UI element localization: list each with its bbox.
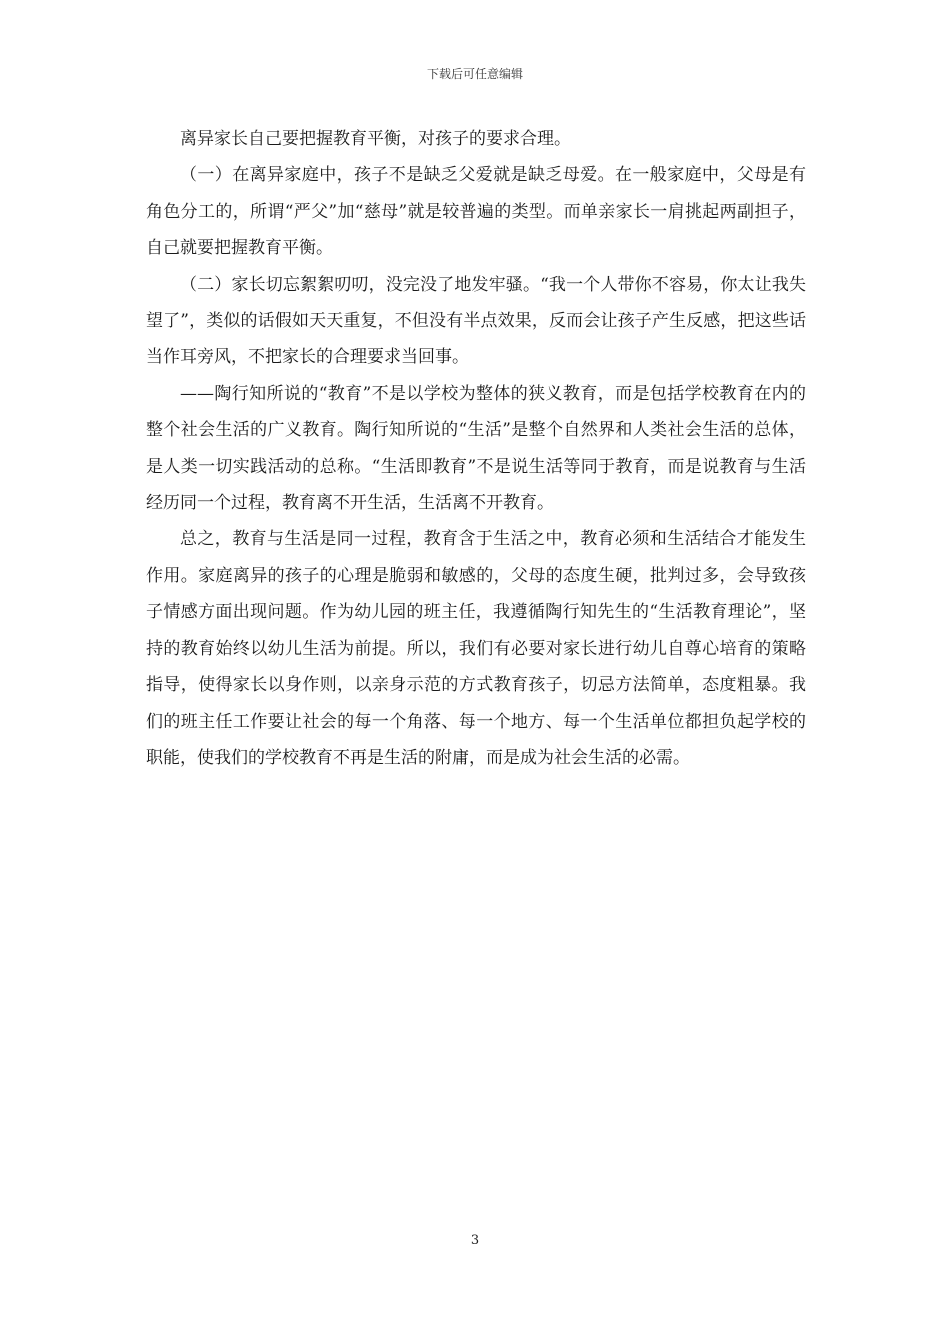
page-number: 3 <box>470 1233 480 1248</box>
paragraph-point-two: （二）家长切忘絮絮叨叨，没完没了地发牢骚。“我一个人带你不容易，你太让我失望了”，类似的话假如天天重复，不但没有半点效果，反而会让孩子产生反感，把这些话当作耳旁风，不把家长的合理要求当回事。 <box>146 274 806 368</box>
page-header: 下载后可任意编辑 <box>426 67 523 81</box>
paragraph-intro: 离异家长自己要把握教育平衡，对孩子的要求合理。 <box>180 129 571 149</box>
document-body <box>146 121 806 776</box>
paragraph-conclusion: 总之，教育与生活是同一过程，教育含于生活之中，教育必须和生活结合才能发生作用。家庭离异的孩子的心理是脆弱和敏感的，父母的态度生硬，批判过多，会导致孩子情感方面出现问题。作为幼儿园的班主任，我遵循陶行知先生的“生活教育理论”，坚持的教育始终以幼儿生活为前提。所以，我们有必要对家长进行幼儿自尊心培育的策略指导，使得家长以身作则，以亲身示范的方式教育孩子，切忌方法简单，态度粗暴。我们的班主任工作要让社会的每一个角落、每一个地方、每一个生活单位都担负起学校的职能，使我们的学校教育不再是生活的附庸，而是成为社会生活的必需。 <box>146 529 806 768</box>
paragraph-point-one: （一）在离异家庭中，孩子不是缺乏父爱就是缺乏母爱。在一般家庭中，父母是有角色分工的，所谓“严父”加“慈母”就是较普遍的类型。而单亲家长一肩挑起两副担子，自己就要把握教育平衡。 <box>146 165 806 259</box>
paragraph-tao-xingzhi: ——陶行知所说的“教育”不是以学校为整体的狭义教育，而是包括学校教育在内的整个社会生活的广义教育。陶行知所说的“生活”是整个自然界和人类社会生活的总体，是人类一切实践活动的总称。“生活即教育”不是说生活等同于教育，而是说教育与生活经历同一个过程，教育离不开生活，生活离不开教育。 <box>146 383 806 514</box>
